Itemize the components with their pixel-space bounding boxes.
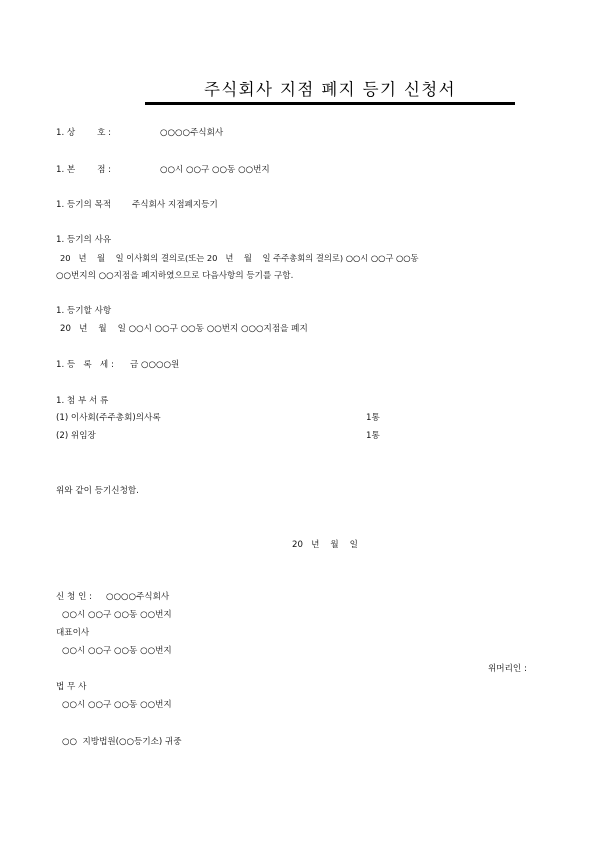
document-title: 주식회사 지점 폐지 등기 신청서 xyxy=(204,80,456,99)
attachment-count: 1통 xyxy=(366,431,380,441)
scrivener-label: 법 무 사 xyxy=(56,682,87,692)
tax-label: 1. 등 록 세 : xyxy=(56,360,114,370)
applicant-address: ○○시 ○○구 ○○동 ○○번지 xyxy=(62,610,172,620)
closing-statement: 위와 같이 등기신청함. xyxy=(56,486,139,496)
purpose-label: 1. 등기의 목적 xyxy=(56,200,112,210)
representative-label: 대표이사 xyxy=(56,628,90,638)
head-office-value: ○○시 ○○구 ○○동 ○○번지 xyxy=(160,165,270,175)
attachments-label: 1. 첨 부 서 류 xyxy=(56,396,109,406)
trade-name-label: 1. 상 호 : xyxy=(56,128,112,138)
matter-label: 1. 등기할 사항 xyxy=(56,306,112,316)
reason-label: 1. 등기의 사유 xyxy=(56,235,112,245)
representative-address: ○○시 ○○구 ○○동 ○○번지 xyxy=(62,646,172,656)
head-office-label: 1. 본 점 : xyxy=(56,165,112,175)
filing-date: 20 년 월 일 xyxy=(292,540,358,550)
trade-name-value: ○○○○주식회사 xyxy=(160,128,224,138)
attachment-name: (1) 이사회(주주총회)의사록 xyxy=(56,413,161,423)
title-underline xyxy=(145,102,515,105)
applicant-label: 신 청 인 : xyxy=(56,592,92,602)
attachment-count: 1통 xyxy=(366,413,380,423)
reason-line-2: ○○번지의 ○○지점을 폐지하였으므로 다음사항의 등기를 구함. xyxy=(56,271,294,281)
attachment-name: (2) 위임장 xyxy=(56,431,96,441)
court-addressee: ○○ 지방법원(○○등기소) 귀중 xyxy=(62,737,182,747)
purpose-value: 주식회사 지점폐지등기 xyxy=(132,200,218,210)
scrivener-address: ○○시 ○○구 ○○동 ○○번지 xyxy=(62,700,172,710)
matter-line: 20 년 월 일 ○○시 ○○구 ○○동 ○○번지 ○○○지점을 폐지 xyxy=(60,324,308,334)
applicant-name: ○○○○주식회사 xyxy=(106,592,170,602)
tax-value: 금 ○○○○원 xyxy=(130,360,180,370)
seal-note: 위머리인 : xyxy=(488,664,527,674)
reason-line-1: 20 년 월 일 이사회의 결의로(또는 20 년 월 일 주주총회의 결의로) ○○시 ○○구 ○○동 xyxy=(60,253,419,263)
